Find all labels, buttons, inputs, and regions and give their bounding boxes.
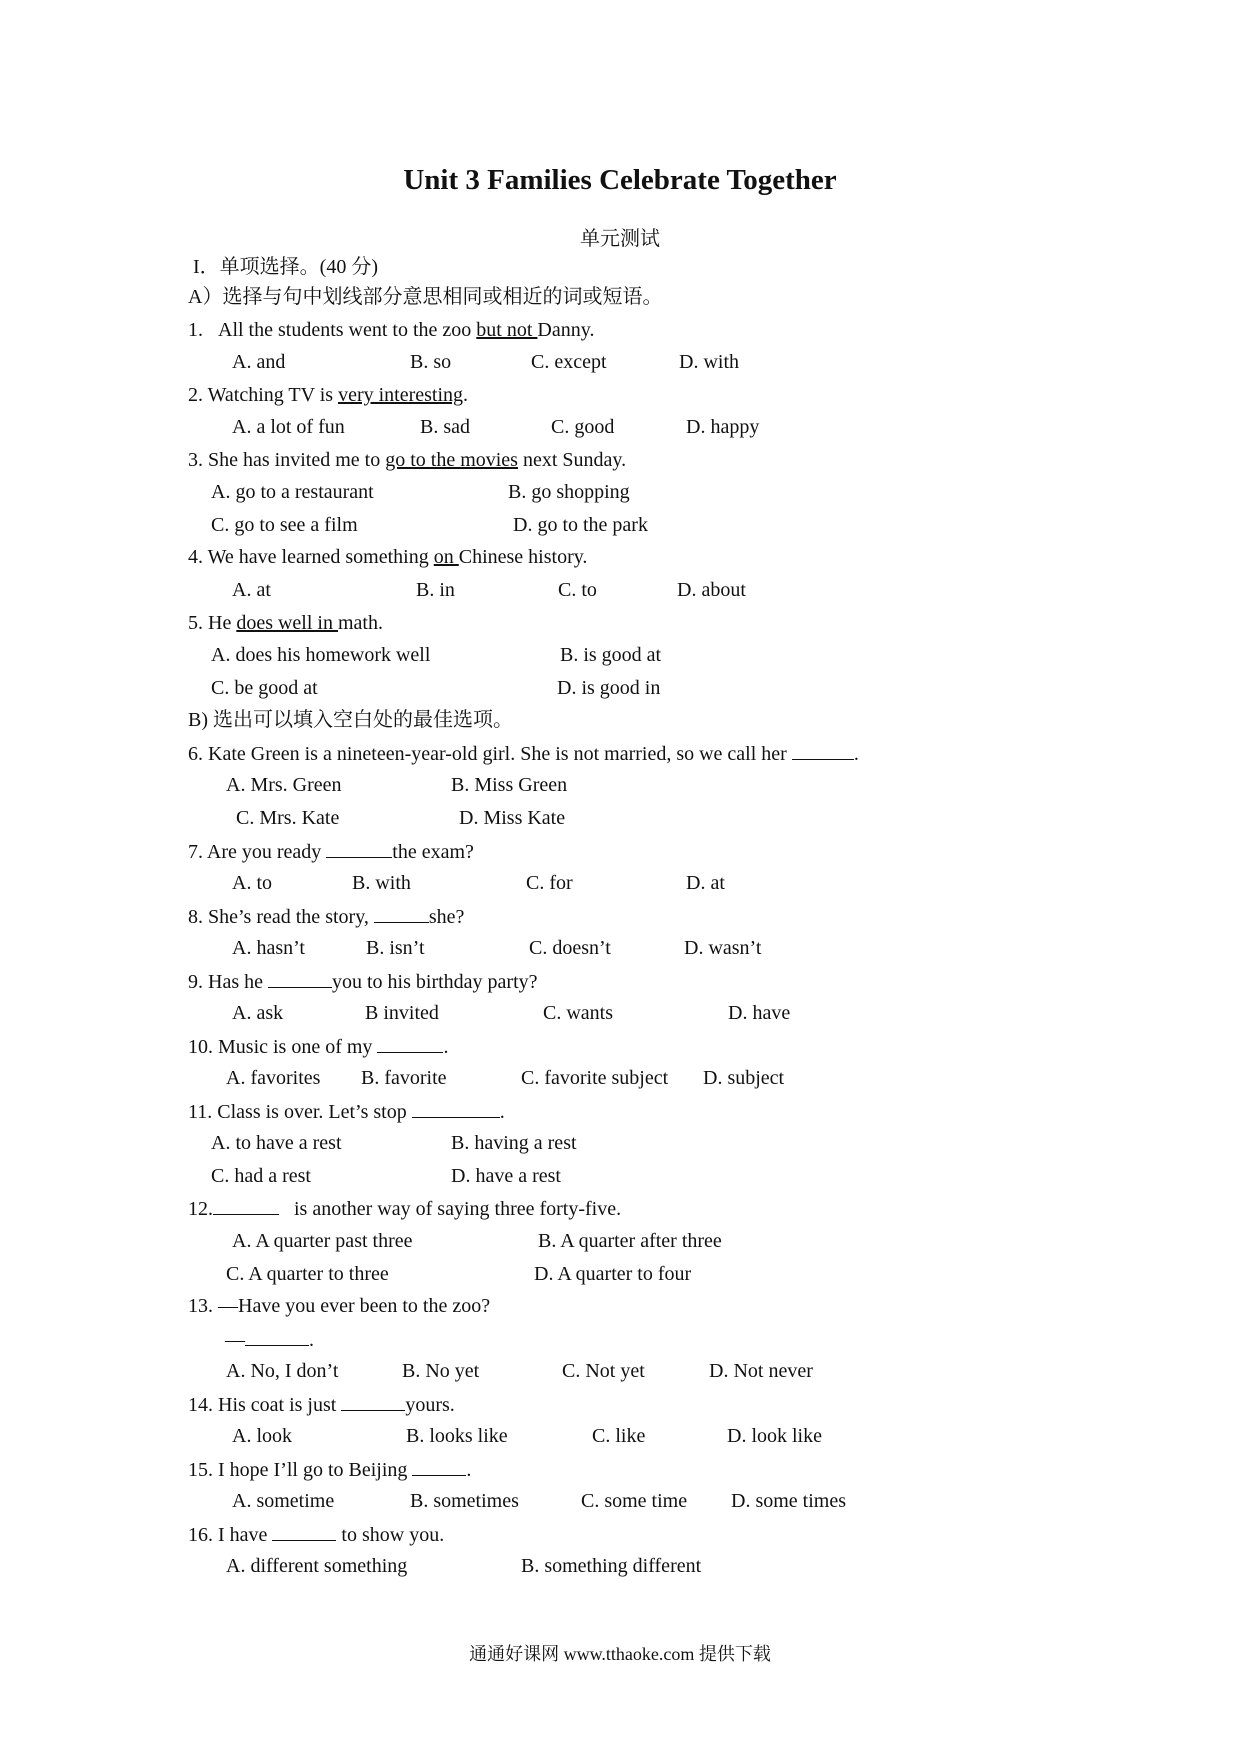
option-c: C. be good at (211, 677, 318, 699)
question-text: 12. (188, 1198, 213, 1220)
question-3 (188, 448, 626, 472)
question-text: 8. She’s read the story, (188, 906, 374, 928)
page-footer: 通通好课网 www.tthaoke.com 提供下载 (469, 1644, 771, 1664)
answer-blank (272, 1522, 336, 1541)
option-c: C. go to see a film (211, 514, 358, 536)
option-a: A. A quarter past three (232, 1230, 413, 1252)
question-text: . (853, 743, 859, 765)
question-13-reply (225, 1327, 314, 1352)
underlined-phrase: on (433, 546, 459, 568)
option-d: D. go to the park (513, 514, 648, 536)
option-c: C. like (592, 1425, 646, 1447)
option-a: A. go to a restaurant (211, 481, 374, 503)
question-text: 5. He (188, 612, 237, 634)
underlined-phrase: does well in (236, 612, 338, 634)
option-d: D. Not never (709, 1360, 813, 1382)
question-9 (188, 969, 538, 994)
option-b: B. No yet (402, 1360, 480, 1382)
question-10 (188, 1034, 448, 1059)
option-d: D. is good in (557, 677, 661, 699)
question-text: 7. Are you ready (188, 841, 327, 863)
question-13: 13. —Have you ever been to the zoo? (188, 1295, 491, 1317)
option-b: B. something different (521, 1555, 702, 1577)
question-text: 6. Kate Green is a nineteen-year-old girl. She is not married, so we call her (188, 743, 792, 765)
option-a: A. to have a rest (211, 1132, 342, 1154)
option-d: D. look like (727, 1425, 822, 1447)
option-b: B. sad (420, 416, 470, 438)
question-16 (188, 1522, 444, 1547)
question-12 (188, 1196, 621, 1221)
option-d: D. wasn’t (684, 937, 762, 959)
option-b: B. with (352, 872, 411, 894)
option-c: C. had a rest (211, 1165, 311, 1187)
question-7 (188, 839, 474, 864)
part-a-instruction: A）选择与句中划线部分意思相同或相近的词或短语。 (188, 286, 663, 308)
option-c: C. for (526, 872, 573, 894)
option-b: B. sometimes (410, 1490, 519, 1512)
question-4 (188, 545, 587, 569)
question-text: you to his birthday party? (331, 971, 538, 993)
question-text: 14. His coat is just (188, 1394, 342, 1416)
question-text: next Sunday. (517, 449, 627, 471)
dash: — (225, 1329, 245, 1351)
option-c: C. wants (543, 1002, 613, 1024)
question-1 (188, 318, 594, 342)
answer-blank (377, 1034, 443, 1053)
option-d: D. subject (703, 1067, 785, 1089)
option-c: C. Mrs. Kate (236, 807, 340, 829)
option-a: A. hasn’t (232, 937, 305, 959)
option-d: D. have a rest (451, 1165, 561, 1187)
option-a: A. favorites (226, 1067, 321, 1089)
underlined-phrase: very interesting (338, 384, 464, 406)
option-d: D. about (677, 579, 746, 601)
option-c: C. Not yet (562, 1360, 645, 1382)
option-c: C. favorite subject (521, 1067, 669, 1089)
question-15 (188, 1457, 471, 1482)
option-a: A. Mrs. Green (226, 774, 342, 796)
page-title: Unit 3 Families Celebrate Together (403, 164, 837, 196)
answer-blank (326, 839, 392, 858)
question-number: 1. (188, 319, 203, 341)
question-text: Danny. (537, 319, 595, 341)
option-b: B. favorite (361, 1067, 447, 1089)
option-d: D. some times (731, 1490, 846, 1512)
option-b: B. looks like (406, 1425, 508, 1447)
option-a: A. look (232, 1425, 292, 1447)
question-text: Chinese history. (458, 546, 588, 568)
question-text: is another way of saying three forty-five. (289, 1198, 622, 1220)
question-8 (188, 904, 464, 929)
option-d: D. with (679, 351, 739, 373)
option-a: A. a lot of fun (232, 416, 345, 438)
question-text: 9. Has he (188, 971, 268, 993)
question-text: All the students went to the zoo (218, 319, 477, 341)
part-b-instruction: B) 选出可以填入空白处的最佳选项。 (188, 709, 513, 731)
option-b: B. Miss Green (451, 774, 568, 796)
question-11 (188, 1099, 505, 1124)
answer-blank (213, 1196, 279, 1215)
answer-blank (792, 741, 854, 760)
option-b: B. so (410, 351, 452, 373)
underlined-phrase: go to the movies (385, 449, 518, 471)
question-text: . (309, 1329, 314, 1351)
question-5 (188, 611, 383, 635)
option-b: B invited (365, 1002, 439, 1024)
option-a: A. ask (232, 1002, 284, 1024)
option-a: A. does his homework well (211, 644, 431, 666)
option-c: C. A quarter to three (226, 1263, 389, 1285)
question-14 (188, 1392, 455, 1417)
option-b: B. having a rest (451, 1132, 577, 1154)
question-text: 16. I have (188, 1524, 273, 1546)
option-b: B. is good at (560, 644, 662, 666)
option-c: C. good (551, 416, 615, 438)
question-text: 3. She has invited me to (188, 449, 386, 471)
section-heading: I．单项选择。(40 分) (193, 256, 378, 278)
question-text: 10. Music is one of my (188, 1036, 378, 1058)
answer-blank (374, 904, 429, 923)
question-text: to show you. (336, 1524, 445, 1546)
answer-blank (412, 1457, 466, 1476)
option-b: B. isn’t (366, 937, 425, 959)
option-a: A. at (232, 579, 271, 601)
question-text: 11. Class is over. Let’s stop (188, 1101, 412, 1123)
option-d: D. A quarter to four (534, 1263, 692, 1285)
option-c: C. to (558, 579, 597, 601)
answer-blank (268, 969, 332, 988)
page-subtitle: 单元测试 (580, 228, 660, 250)
option-a: A. and (232, 351, 286, 373)
answer-blank (341, 1392, 405, 1411)
option-d: D. happy (686, 416, 760, 438)
question-text: math. (337, 612, 383, 634)
question-text: 2. Watching TV is (188, 384, 339, 406)
option-c: C. except (531, 351, 607, 373)
question-text: she? (428, 906, 465, 928)
option-a: A. No, I don’t (226, 1360, 339, 1382)
option-c: C. doesn’t (529, 937, 611, 959)
question-text: . (463, 384, 469, 406)
option-a: A. to (232, 872, 272, 894)
option-d: D. have (728, 1002, 791, 1024)
option-d: D. at (686, 872, 725, 894)
question-text: . (499, 1101, 505, 1123)
option-c: C. some time (581, 1490, 688, 1512)
option-a: A. different something (226, 1555, 408, 1577)
question-text: . (443, 1036, 449, 1058)
option-a: A. sometime (232, 1490, 335, 1512)
question-text: . (466, 1459, 472, 1481)
option-d: D. Miss Kate (459, 807, 566, 829)
option-b: B. go shopping (508, 481, 630, 503)
question-6 (188, 741, 859, 766)
question-text: the exam? (392, 841, 474, 863)
option-b: B. in (416, 579, 455, 601)
answer-blank (412, 1099, 500, 1118)
question-text: 15. I hope I’ll go to Beijing (188, 1459, 413, 1481)
question-2 (188, 383, 468, 407)
option-b: B. A quarter after three (538, 1230, 722, 1252)
question-text: 4. We have learned something (188, 546, 434, 568)
question-text: yours. (405, 1394, 455, 1416)
answer-blank (245, 1327, 309, 1346)
underlined-phrase: but not (476, 319, 538, 341)
